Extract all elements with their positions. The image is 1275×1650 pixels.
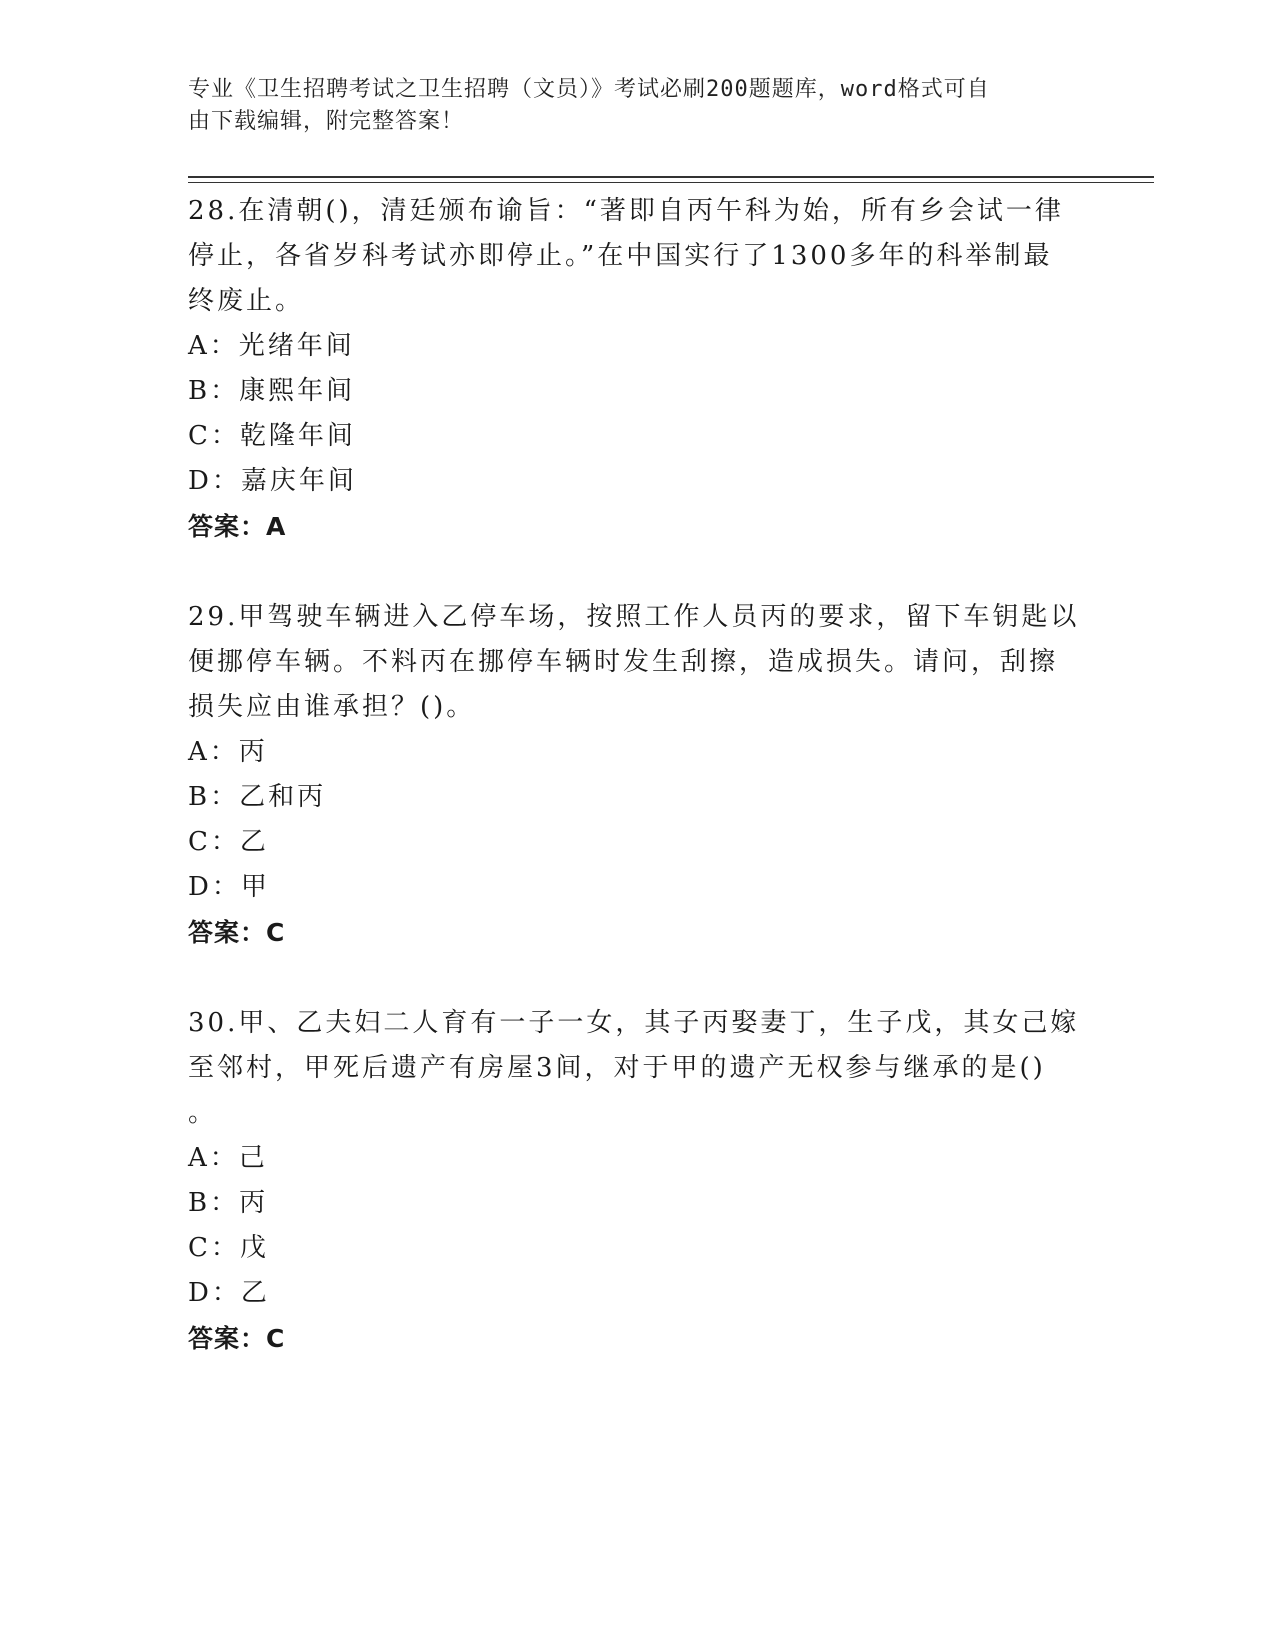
- option-c: C：戊: [188, 1233, 269, 1263]
- option-c: C：乙: [188, 827, 269, 857]
- option-b: B：乙和丙: [188, 782, 327, 812]
- question-text-line: 。: [188, 1098, 218, 1128]
- question-list: [188, 189, 1088, 1407]
- option-b: B：丙: [188, 1188, 269, 1218]
- question-text-line: 便挪停车辆。不料丙在挪停车辆时发生刮擦，造成损失。请问，刮擦: [188, 647, 1059, 677]
- question-text-line: 30.甲、乙夫妇二人育有一子一女，其子丙娶妻丁，生子戊，其女己嫁: [188, 1008, 1080, 1038]
- option-c: C：乾隆年间: [188, 421, 356, 451]
- header-divider-thick: [188, 176, 1154, 178]
- question-text-line: 停止，各省岁科考试亦即停止。”在中国实行了1300多年的科举制最: [188, 241, 1053, 271]
- option-a: A：己: [188, 1143, 268, 1173]
- document-header: [188, 74, 1068, 138]
- question-text-line: 损失应由谁承担？()。: [188, 692, 476, 722]
- question-28: [188, 189, 1088, 549]
- header-line-2: 由下载编辑，附完整答案！: [188, 109, 465, 134]
- option-d: D：乙: [188, 1278, 270, 1308]
- header-line-1: 专业《卫生招聘考试之卫生招聘（文员）》考试必刷200题题库，word格式可自: [188, 77, 990, 102]
- option-a: A：丙: [188, 737, 268, 767]
- option-d: D：甲: [188, 872, 270, 902]
- question-30: [188, 1001, 1088, 1361]
- question-29: [188, 595, 1088, 955]
- answer-line: 答案：C: [188, 918, 286, 947]
- option-a: A：光绪年间: [188, 331, 355, 361]
- answer-line: 答案：A: [188, 512, 287, 541]
- header-divider-thin: [188, 182, 1154, 183]
- question-text-line: 终废止。: [188, 286, 305, 316]
- answer-line: 答案：C: [188, 1324, 286, 1353]
- option-b: B：康熙年间: [188, 376, 356, 406]
- question-text-line: 29.甲驾驶车辆进入乙停车场，按照工作人员丙的要求，留下车钥匙以: [188, 602, 1080, 632]
- option-d: D：嘉庆年间: [188, 466, 357, 496]
- question-text-line: 至邻村，甲死后遗产有房屋3间，对于甲的遗产无权参与继承的是(): [188, 1053, 1046, 1083]
- question-text-line: 28.在清朝()，清廷颁布谕旨：“著即自丙午科为始，所有乡会试一律: [188, 196, 1064, 226]
